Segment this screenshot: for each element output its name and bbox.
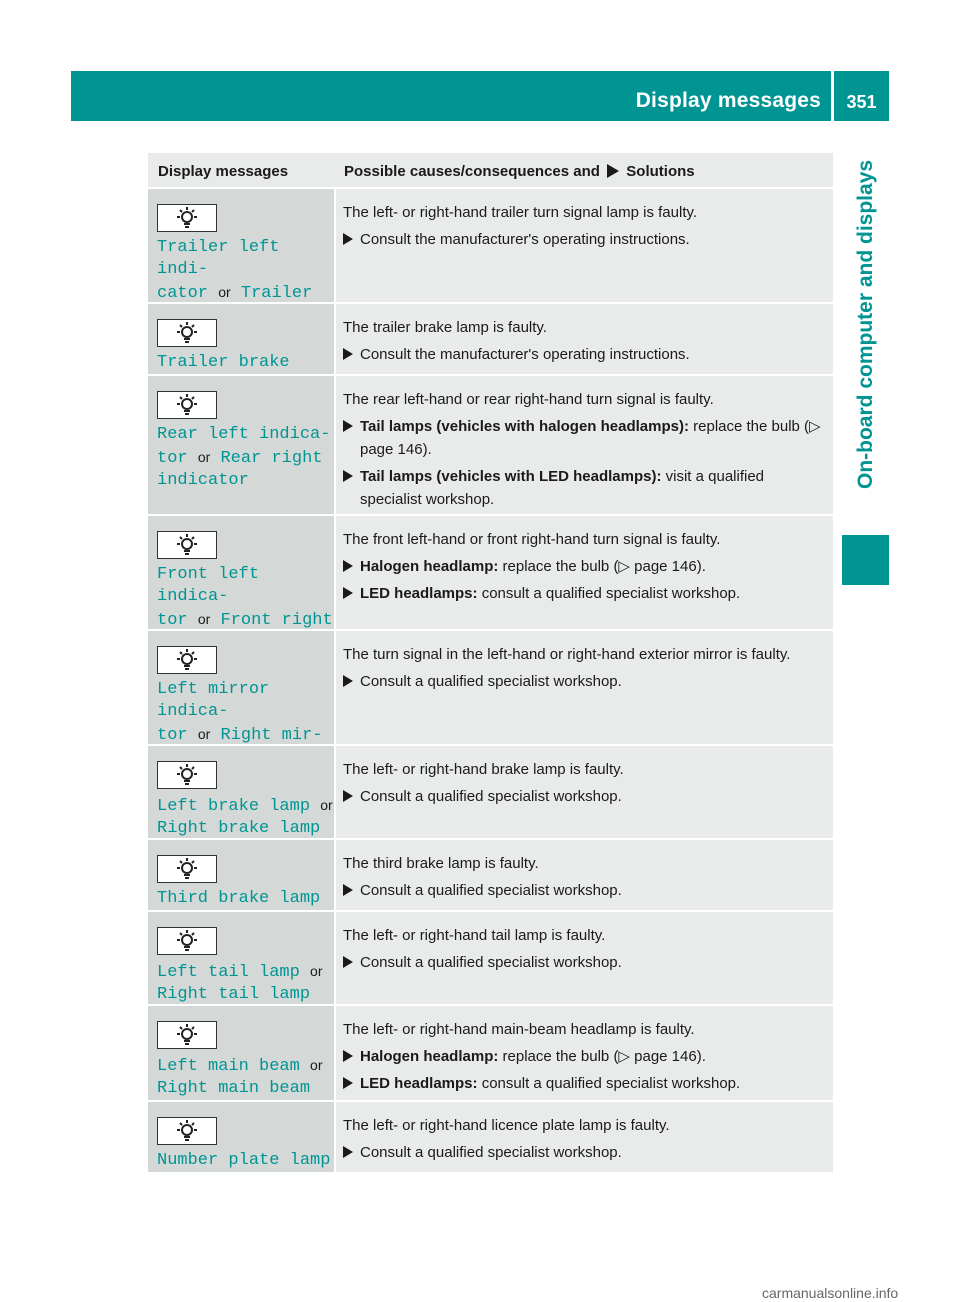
solution-cell: [336, 631, 833, 744]
side-tab-label: On-board computer and displays: [854, 160, 877, 490]
bullet-arrow-icon: [343, 587, 353, 599]
bullet-arrow-icon: [343, 956, 353, 968]
solution-text: Consult the manufacturer's operating instructions.: [360, 231, 690, 248]
message-text: tor: [157, 449, 188, 468]
message-cell: [148, 189, 336, 302]
solution-text: Consult a qualified specialist workshop.: [360, 1144, 622, 1161]
bullet-arrow-icon: [343, 560, 353, 572]
watermark: carmanualsonline.info: [762, 1285, 899, 1301]
message-text: tor: [157, 611, 188, 630]
table-row: [148, 304, 833, 376]
solution-text: Consult a qualified specialist workshop.: [360, 954, 622, 971]
table-row: [148, 516, 833, 631]
cause-text: The front left-hand or front right-hand turn signal is faulty.: [343, 531, 721, 548]
cause-text: The left- or right-hand tail lamp is faulty.: [343, 927, 606, 944]
or-text: or: [310, 963, 323, 979]
cause-text: The rear left-hand or rear right-hand turn signal is faulty.: [343, 391, 714, 408]
message-text: Right main beam: [157, 1079, 311, 1098]
bullet-arrow-icon: [343, 348, 353, 360]
column-header-solutions: [337, 153, 833, 187]
column-header-prefix: Possible causes/consequences and: [344, 163, 600, 180]
solution-cell: [336, 189, 833, 302]
solution-text: Consult a qualified specialist workshop.: [360, 673, 622, 690]
solution-cell: [336, 376, 833, 514]
solution-cell: [336, 304, 833, 374]
solution-bold: LED headlamps:: [360, 585, 478, 602]
message-text: Right mir-: [220, 726, 323, 745]
solution-bold: Tail lamps (vehicles with halogen headlamps):: [360, 418, 689, 435]
solution-text: Consult the manufacturer's operating instructions.: [360, 346, 690, 363]
column-header-suffix: Solutions: [626, 163, 695, 180]
lamp-icon: [157, 204, 217, 232]
or-text: or: [310, 1057, 323, 1073]
message-cell: [148, 746, 336, 838]
table-row: [148, 631, 833, 746]
cause-text: The left- or right-hand trailer turn signal lamp is faulty.: [343, 204, 698, 221]
message-text: Left mirror indica-: [157, 680, 270, 721]
message-text: Third brake lamp: [157, 889, 321, 908]
bullet-arrow-icon: [343, 470, 353, 482]
solution-text: consult a qualified specialist workshop.: [481, 585, 741, 602]
page-title: Display messages: [635, 89, 821, 112]
table-row: [148, 746, 833, 840]
solution-text: replace the bulb (▷ page 146).: [360, 418, 821, 458]
message-text: Rear left indica-: [157, 425, 331, 444]
message-text: Right brake lamp: [157, 819, 321, 838]
lamp-icon: [157, 319, 217, 347]
cause-text: The third brake lamp is faulty.: [343, 855, 539, 872]
or-text: or: [197, 726, 211, 742]
message-text: Left tail lamp: [157, 963, 300, 982]
lamp-icon: [157, 855, 217, 883]
or-text: or: [320, 797, 333, 813]
message-text: Left main beam: [157, 1057, 300, 1076]
message-text: indicator: [157, 471, 249, 490]
lamp-icon: [157, 927, 217, 955]
solution-text: Consult a qualified specialist workshop.: [360, 788, 622, 805]
or-text: or: [197, 449, 211, 465]
or-text: or: [218, 284, 231, 300]
message-cell: [148, 1102, 336, 1172]
solution-text: consult a qualified specialist workshop.: [481, 1075, 741, 1092]
message-text: Number plate lamp: [157, 1151, 331, 1170]
message-text: Trailer left indi-: [157, 238, 280, 279]
message-text: Trailer: [240, 284, 313, 303]
table-header: [148, 153, 833, 189]
bullet-arrow-icon: [343, 790, 353, 802]
table-row: [148, 376, 833, 516]
cause-text: The turn signal in the left-hand or right-hand exterior mirror is faulty.: [343, 646, 791, 663]
bullet-arrow-icon: [343, 1077, 353, 1089]
solution-cell: [336, 912, 833, 1004]
side-tab-marker: [842, 535, 889, 585]
message-cell: [148, 1006, 336, 1100]
cause-text: The left- or right-hand main-beam headlamp is faulty.: [343, 1021, 695, 1038]
bullet-arrow-icon: [343, 1146, 353, 1158]
solution-bold: LED headlamps:: [360, 1075, 478, 1092]
table-row: [148, 912, 833, 1006]
solution-bold: Halogen headlamp:: [360, 558, 499, 575]
lamp-icon: [157, 1021, 217, 1049]
message-text: Rear right: [220, 449, 323, 468]
bullet-arrow-icon: [343, 884, 353, 896]
bullet-arrow-icon: [343, 233, 353, 245]
lamp-icon: [157, 1117, 217, 1145]
table-row: [148, 189, 833, 304]
bullet-arrow-icon: [343, 1050, 353, 1062]
bullet-arrow-icon: [343, 420, 353, 432]
solution-cell: [336, 840, 833, 910]
solution-cell: [336, 516, 833, 629]
table-row: [148, 1006, 833, 1102]
cause-text: The left- or right-hand brake lamp is faulty.: [343, 761, 624, 778]
lamp-icon: [157, 391, 217, 419]
message-text: tor: [157, 726, 188, 745]
solution-cell: [336, 1006, 833, 1100]
message-text: Trailer brake: [157, 353, 290, 372]
solution-text: Consult a qualified specialist workshop.: [360, 882, 622, 899]
message-text: Left brake lamp: [157, 797, 311, 816]
message-cell: [148, 912, 336, 1004]
or-text: or: [197, 611, 211, 627]
message-text: Right tail lamp: [157, 985, 311, 1004]
solution-bold: Tail lamps (vehicles with LED headlamps):: [360, 468, 662, 485]
message-cell: [148, 376, 336, 514]
message-text: cator: [157, 284, 209, 303]
message-cell: [148, 631, 336, 744]
solution-text: replace the bulb (▷ page 146).: [502, 1048, 706, 1065]
solution-cell: [336, 746, 833, 838]
message-cell: [148, 516, 336, 629]
solution-text: replace the bulb (▷ page 146).: [502, 558, 706, 575]
cause-text: The left- or right-hand licence plate lamp is faulty.: [343, 1117, 670, 1134]
message-cell: [148, 840, 336, 910]
solution-bold: Halogen headlamp:: [360, 1048, 499, 1065]
message-text: Front right: [220, 611, 333, 630]
solution-text: visit a qualified specialist workshop.: [360, 468, 765, 508]
lamp-icon: [157, 761, 217, 789]
column-header-messages: Display messages: [158, 163, 289, 180]
side-tab: [842, 160, 889, 540]
page-number: 351: [846, 92, 877, 112]
cause-text: The trailer brake lamp is faulty.: [343, 319, 547, 336]
lamp-icon: [157, 646, 217, 674]
header-bar: [71, 71, 889, 121]
lamp-icon: [157, 531, 217, 559]
table-row: [148, 1102, 833, 1174]
solution-cell: [336, 1102, 833, 1172]
message-cell: [148, 304, 336, 374]
action-arrow-icon: [607, 164, 619, 178]
message-text: Front left indica-: [157, 565, 260, 606]
bullet-arrow-icon: [343, 675, 353, 687]
table-row: [148, 840, 833, 912]
display-messages-table: [148, 153, 833, 1174]
